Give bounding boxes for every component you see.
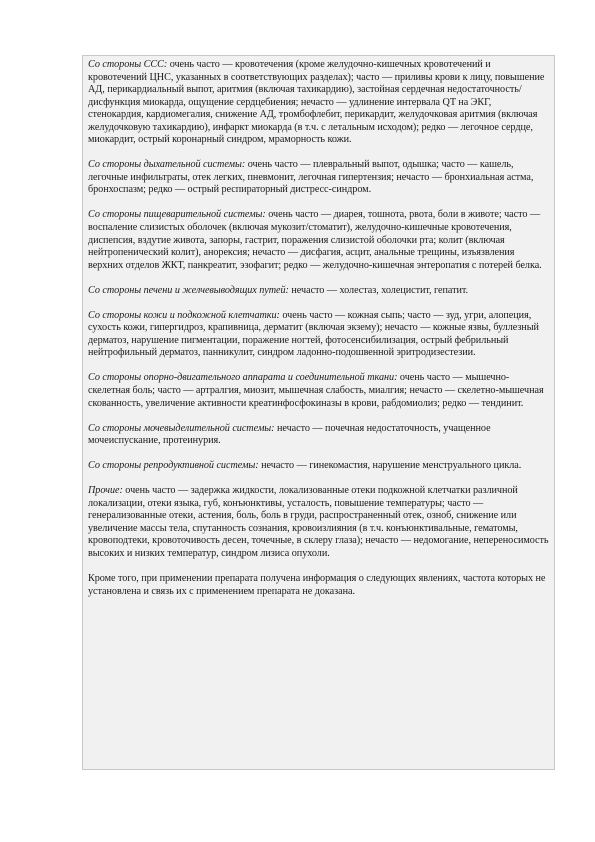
paragraph-text: очень часто — диарея, тошнота, рвота, боли в животе; часто — воспаление слизистых оболочек (включая мукозит/стоматит), желудочно-кишечные кровотечения, диспепсия, вздутие живота, запоры, гастрит, поражения слизистой оболочки рта; колит (включая нейтропенический колит), анорексия; нечасто — дисфагия, асцит, анальные трещины, изъязвления верхних отделов ЖКТ, панкреатит, эзофагит; редко — желудочно-кишечная энтеропатия с потерей белка. xyxy=(88,209,542,271)
paragraph-urinary xyxy=(88,423,549,448)
paragraph-text: Кроме того, при применении препарата получена информация о следующих явлениях, частота которых не установлена и связь их с применением препарата не доказана. xyxy=(88,573,546,597)
paragraph-digestive xyxy=(88,209,549,272)
paragraph-text: очень часто — мышечно-скелетная боль; часто — артралгия, миозит, мышечная слабость, миалгия; нечасто — скелетно-мышечная скованность, увеличение активности креатинфосфокиназы в крови, рабдомиолиз; редко — тендинит. xyxy=(88,372,544,409)
paragraph-text: очень часто — задержка жидкости, локализованные отеки подкожной клетчатки различной локализации, отеки языка, губ, конъюнктивы, усталость, повышение температуры; часто — генерализованные отеки, астения, боль, боль в груди, распространенный отек, озноб, снижение или увеличение массы тела, спутанность сознания, кровоизлияния (в т.ч. конъюнктивальные, гематомы, кровоподтеки, кровоточивость десен, точечные, в склеру глаза); нечасто — недомогание, непереносимость высоких и низких температур, синдром лизиса опухоли. xyxy=(88,485,549,559)
paragraph-heading: Со стороны кожи и подкожной клетчатки: xyxy=(88,309,280,321)
paragraph-heading: Со стороны печени и желчевыводящих путей: xyxy=(88,284,289,296)
paragraph-skin xyxy=(88,310,549,360)
paragraph-heading: Со стороны дыхательной системы: xyxy=(88,159,246,171)
paragraph-heading: Со стороны мочевыделительной системы: xyxy=(88,422,275,434)
paragraph-text: нечасто — гинекомастия, нарушение менструального цикла. xyxy=(258,460,522,472)
paragraph-heading: Прочие: xyxy=(88,485,123,497)
document-page xyxy=(82,55,555,770)
paragraph-cardiovascular xyxy=(88,59,549,147)
paragraph-text: очень часто — кровотечения (кроме желудочно-кишечных кровотечений и кровотечений ЦНС, указанных в соответствующих разделах); часто — приливы крови к лицу, повышение АД, перикардиальный выпот, аритмия (включая тахикардию), застойная сердечная недостаточность/дисфункция миокарда, ощущение сердцебиения; нечасто — удлинение интервала QT на ЭКГ, стенокардия, кардиомегалия, снижение АД, тромбофлебит, перикардит, желудочковая аритмия (включая желудочковую тахикардию), инфаркт миокарда (в т.ч. с летальным исходом); редко — легочное сердце, миокардит, острый коронарный синдром, мраморность кожи. xyxy=(88,59,545,146)
paragraph-text: нечасто — почечная недостаточность, учащенное мочеиспускание, протеинурия. xyxy=(88,422,491,447)
paragraph-heading: Со стороны репродуктивной системы: xyxy=(88,460,259,472)
paragraph-heading: Со стороны ССС: xyxy=(88,59,168,70)
paragraph-text: нечасто — холестаз, холецистит, гепатит. xyxy=(288,284,469,296)
paragraph-additional-info xyxy=(88,573,549,598)
paragraph-musculoskeletal xyxy=(88,372,549,410)
paragraph-reproductive xyxy=(88,460,549,473)
paragraph-heading: Со стороны опорно-двигательного аппарата и соединительной ткани: xyxy=(88,372,398,384)
paragraph-respiratory xyxy=(88,159,549,197)
paragraph-text: очень часто — плевральный выпот, одышка; часто — кашель, легочные инфильтраты, отек легких, пневмонит, легочная гипертензия; нечасто — бронхиальная астма, бронхоспазм; редко — острый респираторный дистресс-синдром. xyxy=(88,159,534,196)
paragraph-text: очень часто — кожная сыпь; часто — зуд, угри, алопеция, сухость кожи, гипергидроз, крапивница, дерматит (включая экзему); нечасто — кожные язвы, буллезный дерматоз, нарушение пигментации, поражение ногтей, фотосенсибилизация, острый фебрильный нейтрофильный дерматоз, панникулит, синдром ладонно-подошвенной эритродизестезии. xyxy=(88,309,539,359)
paragraph-liver xyxy=(88,285,549,298)
paragraph-heading: Со стороны пищеварительной системы: xyxy=(88,209,266,221)
paragraph-other xyxy=(88,485,549,560)
